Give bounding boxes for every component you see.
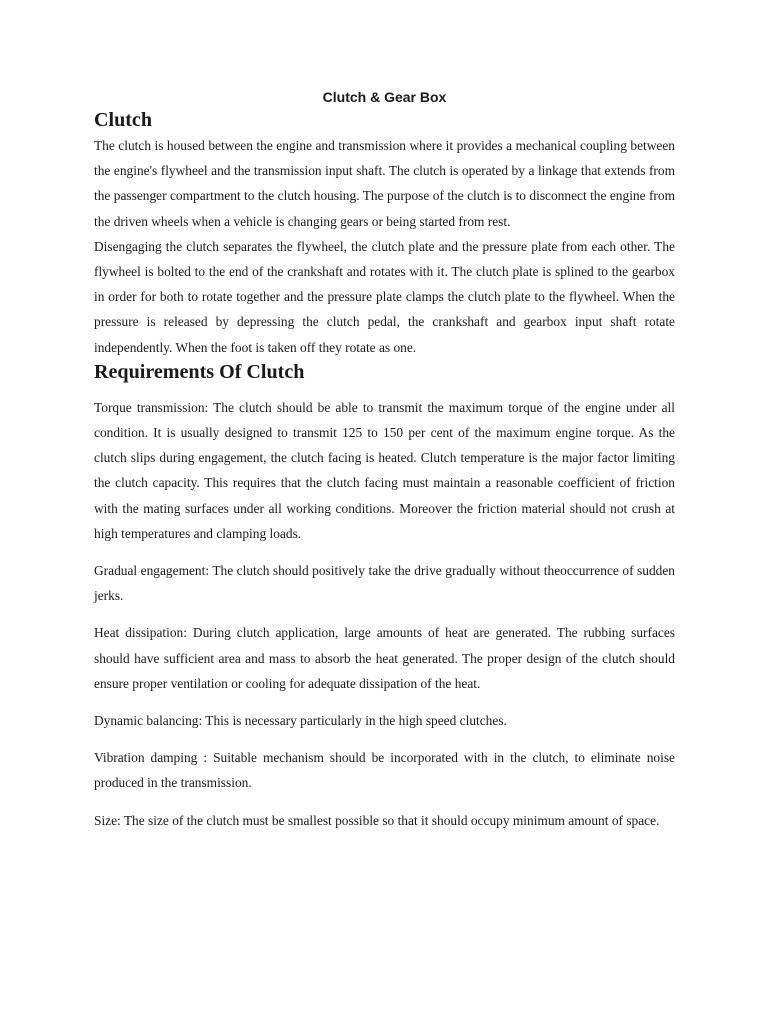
document-body (94, 86, 675, 845)
document-title: Clutch & Gear Box (322, 89, 447, 105)
section-heading-requirements: Requirements Of Clutch (94, 360, 305, 383)
requirement-vibration-damping: Vibration damping : Suitable mechanism should be incorporated with in the clutch, to eliminate noise produced in the transmission. (94, 750, 675, 791)
requirement-heat-dissipation: Heat dissipation: During clutch application, large amounts of heat are generated. The rubbing surfaces should have sufficient area and mass to absorb the heat generated. The proper design of the clutch should ensure proper ventilation or cooling for adequate dissipation of the heat. (94, 625, 675, 691)
requirement-size: Size: The size of the clutch must be smallest possible so that it should occupy minimum amount of space. (94, 812, 660, 828)
requirement-gradual-engagement: Gradual engagement: The clutch should positively take the drive gradually without theoccurrence of sudden jerks. (94, 563, 675, 604)
clutch-paragraph-2: Disengaging the clutch separates the flywheel, the clutch plate and the pressure plate from each other. The flywheel is bolted to the end of the crankshaft and rotates with it. The clutch plate is splined to the gearbox in order for both to rotate together and the pressure plate clamps the clutch plate to the flywheel. When the pressure is released by depressing the clutch pedal, the crankshaft and gearbox input shaft rotate independently. When the foot is taken off they rotate as one. (94, 238, 675, 355)
requirement-dynamic-balancing: Dynamic balancing: This is necessary particularly in the high speed clutches. (94, 713, 507, 729)
section-heading-clutch: Clutch (94, 109, 153, 131)
requirement-torque-transmission: Torque transmission: The clutch should be able to transmit the maximum torque of the engine under all condition. It is usually designed to transmit 125 to 150 per cent of the maximum engine torque. As the clutch slips during engagement, the clutch facing is heated. Clutch temperature is the major factor limiting the clutch capacity. This requires that the clutch facing must maintain a reasonable coefficient of friction with the mating surfaces under all working conditions. Moreover the friction material should not crush at high temperatures and clamping loads. (94, 399, 675, 541)
clutch-paragraph-1: The clutch is housed between the engine and transmission where it provides a mechanical coupling between the engine's flywheel and the transmission input shaft. The clutch is operated by a linkage that extends from the passenger compartment to the clutch housing. The purpose of the clutch is to disconnect the engine from the driven wheels when a vehicle is changing gears or being started from rest. (94, 138, 675, 229)
